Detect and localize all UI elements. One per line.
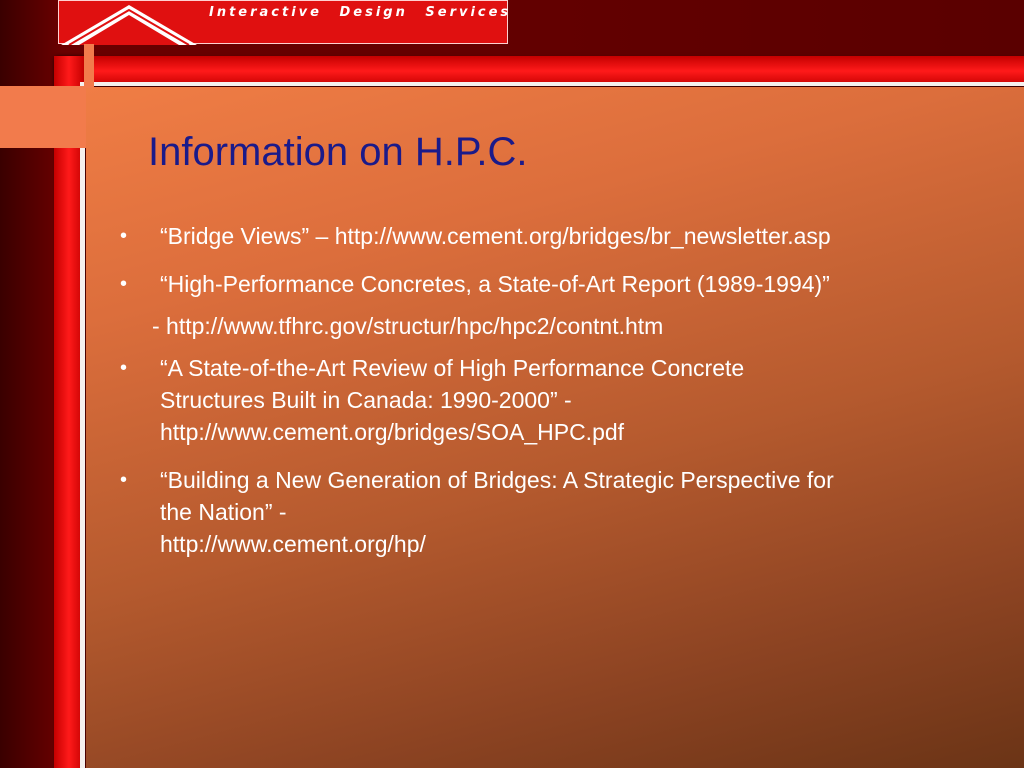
bullet-text-line: “A State-of-the-Art Review of High Performance Concrete xyxy=(160,355,745,381)
slide-title: Information on H.P.C. xyxy=(148,130,528,174)
logo-text: Interactive Design Services xyxy=(209,5,512,20)
bullet-sub-line: - http://www.tfhrc.gov/structur/hpc/hpc2/contnt.htm xyxy=(152,313,664,339)
bullet-item xyxy=(120,220,1010,252)
bullet-item xyxy=(120,464,1010,560)
bullet-item xyxy=(120,268,1010,300)
bullet-dot-icon: • xyxy=(120,469,128,491)
bullet-text-line: http://www.cement.org/bridges/SOA_HPC.pdf xyxy=(160,419,625,445)
bullet-text-line: the Nation” - xyxy=(160,499,287,525)
bullet-dot-icon: • xyxy=(120,357,128,379)
bullet-text-line: Structures Built in Canada: 1990-2000” - xyxy=(160,387,572,413)
bullet-text-line: http://www.cement.org/hp/ xyxy=(160,531,426,557)
bullet-spacer xyxy=(120,448,1010,464)
frame-line-left xyxy=(80,82,85,768)
bullet-dot-icon: • xyxy=(120,225,128,247)
bullet-dot-icon: • xyxy=(120,273,128,295)
bullet-text-line: “Building a New Generation of Bridges: A Strategic Perspective for xyxy=(160,467,834,493)
logo-emblem-icon xyxy=(59,1,199,45)
accent-tick xyxy=(84,44,94,88)
accent-block xyxy=(0,86,86,148)
bullet-item xyxy=(120,352,1010,448)
bullet-spacer xyxy=(120,252,1010,268)
bullet-list xyxy=(120,220,1010,560)
logo-banner xyxy=(58,0,512,44)
bullet-text-line: “Bridge Views” – http://www.cement.org/bridges/br_newsletter.asp xyxy=(160,223,831,249)
frame-line-top xyxy=(84,82,1024,86)
bullet-text-line: “High-Performance Concretes, a State-of-Art Report (1989-1994)” xyxy=(160,271,830,297)
